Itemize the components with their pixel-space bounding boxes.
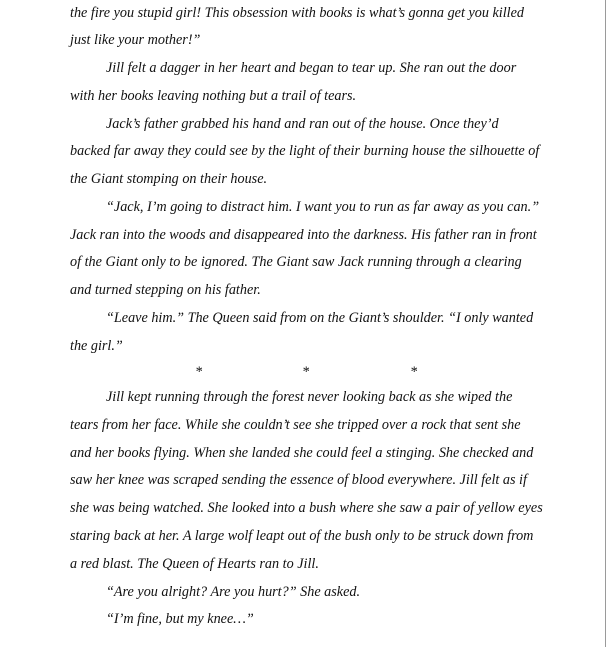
text-line: she was being watched. She looked into a bush where she saw a pair of yellow eyes xyxy=(70,500,543,516)
paragraph-start: “Leave him.” The Queen said from on the Giant’s shoulder. “I only wanted xyxy=(106,310,534,326)
text-line: a red blast. The Queen of Hearts ran to Jill. xyxy=(70,556,319,572)
text-line: of the Giant only to be ignored. The Giant saw Jack running through a clearing xyxy=(70,254,522,270)
text-line: the girl.” xyxy=(70,338,123,354)
text-line: staring back at her. A large wolf leapt out of the bush only to be struck down from xyxy=(70,528,534,544)
scene-break-star: * xyxy=(195,364,203,380)
text-line: the fire you stupid girl! This obsession with books is what’s gonna get you killed xyxy=(70,5,524,21)
text-line: with her books leaving nothing but a trail of tears. xyxy=(70,88,357,104)
text-line: and turned stepping on his father. xyxy=(70,282,261,298)
paragraph-start: “Jack, I’m going to distract him. I want you to run as far away as you can.” xyxy=(106,199,540,215)
text-line: tears from her face. While she couldn’t see she tripped over a rock that sent she xyxy=(70,417,521,433)
text-line: and her books flying. When she landed she could feel a stinging. She checked and xyxy=(70,445,534,461)
text-line: backed far away they could see by the light of their burning house the silhouette of xyxy=(70,143,540,159)
paragraph-start: Jack’s father grabbed his hand and ran out of the house. Once they’d xyxy=(106,116,499,132)
paragraph-start: “Are you alright? Are you hurt?” She asked. xyxy=(106,584,361,600)
paragraph-start: “I’m fine, but my knee…” xyxy=(106,611,254,627)
paragraph-start: Jill kept running through the forest never looking back as she wiped the xyxy=(106,389,513,405)
paragraph-start: Jill felt a dagger in her heart and began to tear up. She ran out the door xyxy=(106,60,517,76)
text-line: just like your mother!” xyxy=(70,32,201,48)
text-line: saw her knee was scraped sending the essence of blood everywhere. Jill felt as if xyxy=(70,472,527,488)
scene-break-star: * xyxy=(410,364,418,380)
text-line: Jack ran into the woods and disappeared into the darkness. His father ran in front xyxy=(70,227,537,243)
scene-break-star: * xyxy=(302,364,310,380)
text-line: the Giant stomping on their house. xyxy=(70,171,268,187)
